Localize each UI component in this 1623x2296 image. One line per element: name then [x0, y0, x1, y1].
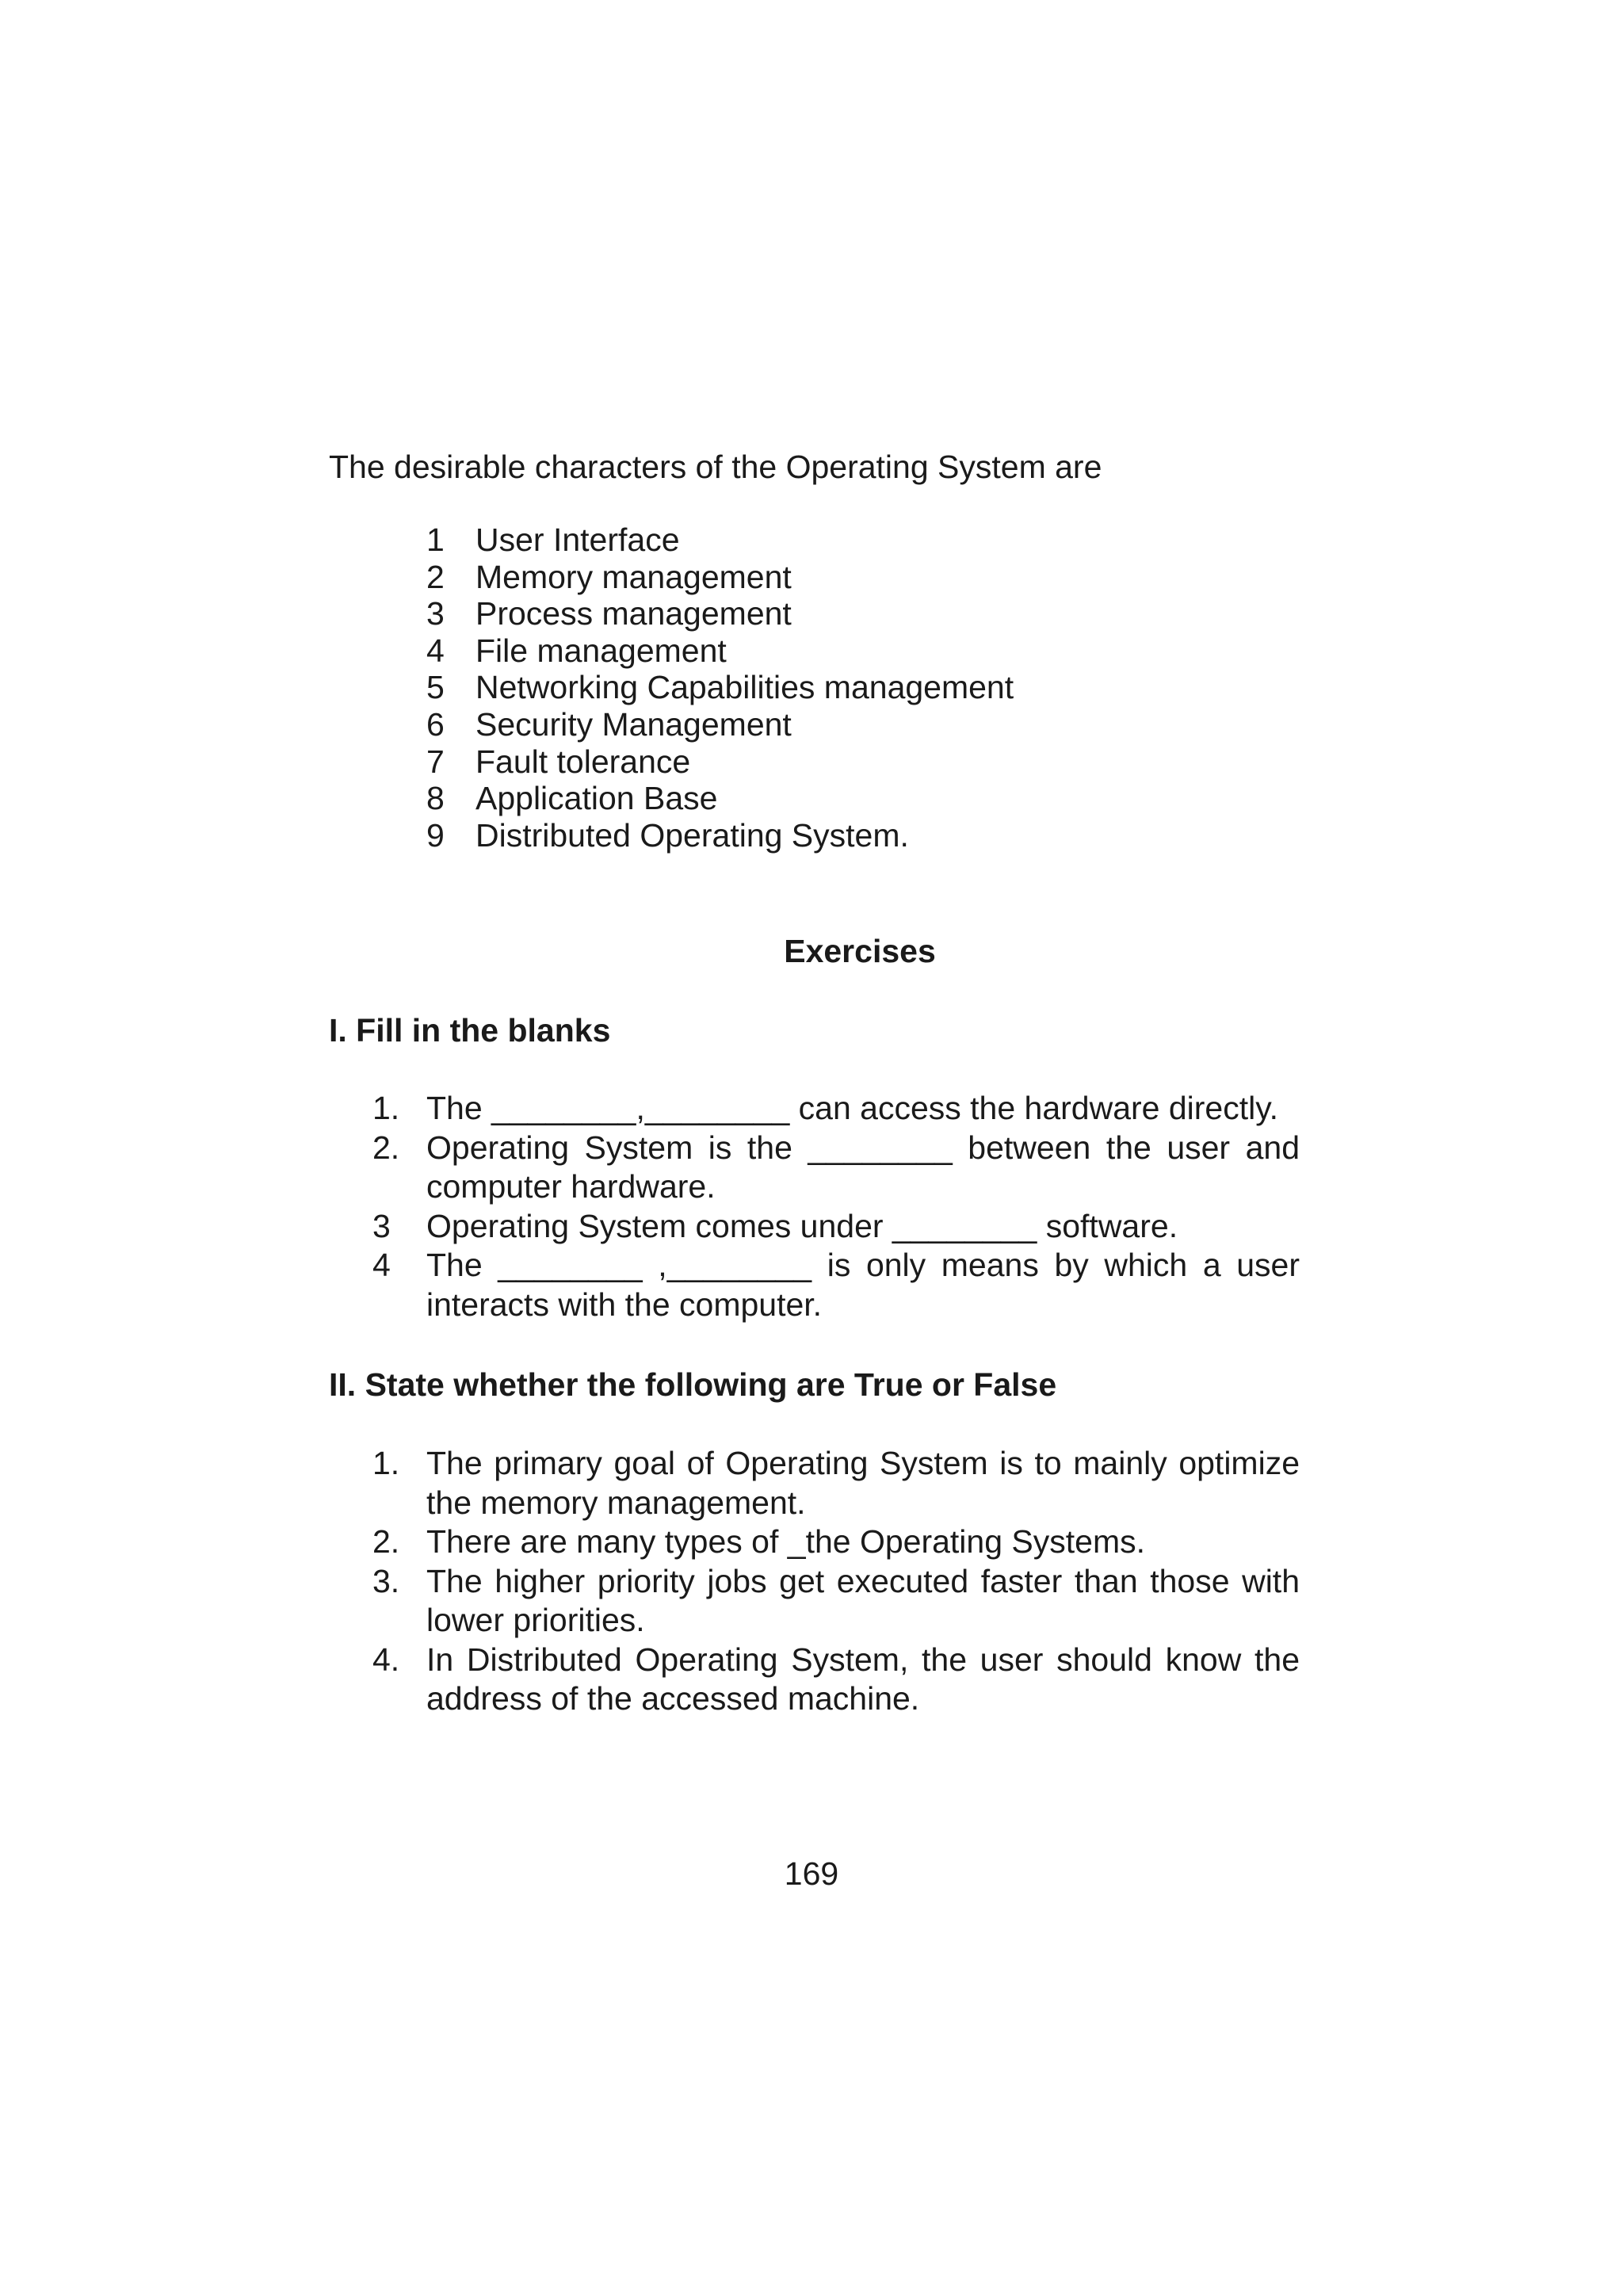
- list-item: [372, 1522, 1300, 1562]
- item-number: 2: [426, 558, 445, 595]
- item-text: The higher priority jobs get executed faster than those with lower priorities.: [426, 1562, 1300, 1638]
- item-number: 9: [426, 816, 445, 854]
- item-number: 8: [426, 780, 445, 817]
- item-text: User Interface: [475, 521, 680, 558]
- fill-blanks-list: [372, 1089, 1300, 1324]
- item-text: Security Management: [475, 705, 792, 743]
- list-item: [372, 1246, 1300, 1324]
- page-number: 169: [784, 1855, 839, 1892]
- item-text: Distributed Operating System.: [475, 816, 909, 854]
- item-number: 2.: [372, 1523, 400, 1560]
- item-number: 3: [426, 595, 445, 632]
- item-text: The ________,________ can access the hardware directly.: [426, 1090, 1279, 1126]
- item-number: 1.: [372, 1090, 400, 1126]
- item-text: Memory management: [475, 558, 792, 595]
- exercises-heading: Exercises: [784, 933, 936, 969]
- intro-text: The desirable characters of the Operating System are: [329, 449, 1102, 485]
- characteristics-list: [426, 521, 1014, 854]
- true-false-heading: II. State whether the following are True or False: [329, 1366, 1057, 1403]
- item-text: There are many types of _the Operating Systems.: [426, 1523, 1145, 1560]
- item-number: 6: [426, 705, 445, 743]
- list-item: [426, 743, 1014, 781]
- item-text: Application Base: [475, 780, 718, 817]
- true-false-list: [372, 1444, 1300, 1719]
- fill-blanks-heading: I. Fill in the blanks: [329, 1012, 611, 1049]
- item-text: Fault tolerance: [475, 743, 691, 780]
- item-text: File management: [475, 632, 727, 669]
- item-text: Operating System comes under ________ software.: [426, 1207, 1178, 1244]
- list-item: [426, 669, 1014, 706]
- item-number: 4: [426, 632, 445, 669]
- item-number: 1.: [372, 1445, 400, 1481]
- item-number: 4.: [372, 1641, 400, 1678]
- item-text: Process management: [475, 595, 792, 632]
- list-item: [426, 706, 1014, 743]
- item-number: 2.: [372, 1129, 400, 1166]
- item-number: 4: [372, 1247, 391, 1283]
- list-item: [426, 559, 1014, 596]
- list-item: [426, 780, 1014, 817]
- list-item: [372, 1641, 1300, 1719]
- list-item: [426, 817, 1014, 854]
- item-text: Networking Capabilities management: [475, 669, 1014, 706]
- item-number: 5: [426, 669, 445, 706]
- item-text: The primary goal of Operating System is to mainly optimize the memory management.: [426, 1445, 1300, 1521]
- item-number: 7: [426, 743, 445, 780]
- list-item: [372, 1089, 1300, 1129]
- item-number: 1: [426, 521, 445, 558]
- item-text: The ________ ,________ is only means by which a user interacts with the computer.: [426, 1247, 1300, 1323]
- item-text: Operating System is the ________ between the user and computer hardware.: [426, 1129, 1300, 1205]
- list-item: [372, 1207, 1300, 1247]
- list-item: [426, 595, 1014, 632]
- list-item: [426, 521, 1014, 559]
- list-item: [372, 1129, 1300, 1207]
- item-number: 3.: [372, 1562, 400, 1599]
- list-item: [426, 632, 1014, 670]
- list-item: [372, 1444, 1300, 1522]
- item-text: In Distributed Operating System, the user should know the address of the accessed machine.: [426, 1641, 1300, 1717]
- item-number: 3: [372, 1207, 391, 1244]
- list-item: [372, 1562, 1300, 1641]
